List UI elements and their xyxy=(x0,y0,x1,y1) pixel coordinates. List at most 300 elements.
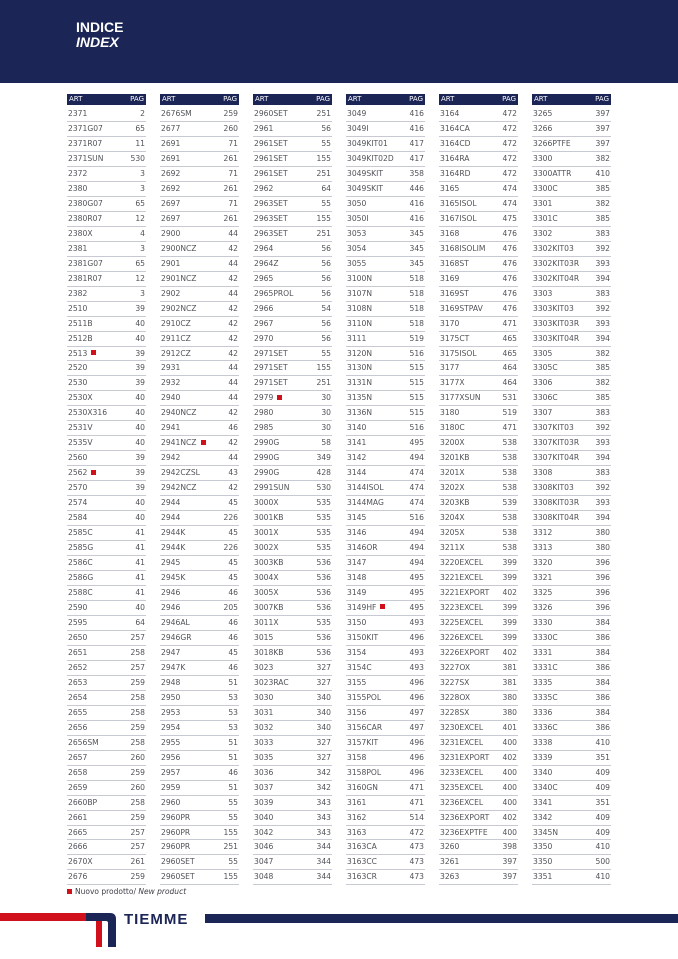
page-number: 464 xyxy=(502,378,517,388)
article-code: 2676 xyxy=(68,872,88,882)
index-row xyxy=(439,317,518,332)
article-code: 2944K xyxy=(161,543,186,553)
page-number: 538 xyxy=(502,528,517,538)
index-row xyxy=(253,257,332,272)
article-code: 2650 xyxy=(68,632,88,642)
article-code: 2961SET xyxy=(254,138,288,148)
article-code: 3145 xyxy=(347,513,367,523)
article-code: 3135N xyxy=(347,393,373,403)
page-number: 538 xyxy=(502,543,517,553)
article-code: 2691 xyxy=(161,153,181,163)
page-number: 46 xyxy=(228,632,238,642)
page-number: 41 xyxy=(135,528,145,538)
article-code: 3351 xyxy=(533,872,553,882)
article-code: 2586C xyxy=(68,558,93,568)
page-number: 399 xyxy=(502,632,517,642)
article-code: 2941 xyxy=(161,423,181,433)
page-number: 344 xyxy=(316,872,331,882)
article-code: 3226EXPORT xyxy=(440,647,490,657)
article-code: 3336C xyxy=(533,722,558,732)
index-row xyxy=(160,691,239,706)
index-row xyxy=(439,526,518,541)
page-number: 416 xyxy=(409,198,424,208)
index-row xyxy=(532,466,611,481)
article-code: 3168ISOLIM xyxy=(440,243,486,253)
index-row xyxy=(346,212,425,227)
page-number: 397 xyxy=(502,857,517,867)
index-row xyxy=(532,212,611,227)
page-number: 516 xyxy=(409,423,424,433)
index-row xyxy=(67,242,146,257)
article-code: 2657 xyxy=(68,752,88,762)
page-number: 51 xyxy=(228,752,238,762)
page-number: 497 xyxy=(409,722,424,732)
article-code: 3335 xyxy=(533,677,553,687)
article-code: 3011X xyxy=(254,617,279,627)
page-number: 400 xyxy=(502,737,517,747)
article-code: 3168 xyxy=(440,228,460,238)
header-art: ART xyxy=(534,95,548,103)
article-code: 2655 xyxy=(68,707,88,717)
column-header xyxy=(532,94,611,105)
page-number: 40 xyxy=(135,318,145,328)
page-number: 496 xyxy=(409,692,424,702)
article-code: 2963SET xyxy=(254,198,288,208)
page-number: 39 xyxy=(135,453,145,463)
page-number: 494 xyxy=(409,453,424,463)
index-row xyxy=(253,691,332,706)
index-row xyxy=(439,302,518,317)
page-number: 351 xyxy=(595,752,610,762)
index-row xyxy=(253,586,332,601)
index-row xyxy=(439,152,518,167)
index-row xyxy=(160,466,239,481)
index-row xyxy=(346,811,425,826)
article-code: 3164CA xyxy=(440,123,470,133)
page-number: 51 xyxy=(228,737,238,747)
page-number: 4 xyxy=(140,228,145,238)
page-number: 497 xyxy=(409,707,424,717)
title-english: INDEX xyxy=(76,34,119,50)
page-number: 55 xyxy=(228,857,238,867)
index-row xyxy=(532,376,611,391)
index-row xyxy=(346,107,425,122)
index-row xyxy=(346,616,425,631)
page-number: 471 xyxy=(409,797,424,807)
page-number: 399 xyxy=(502,573,517,583)
article-code: 2931 xyxy=(161,363,181,373)
article-code: 3177 xyxy=(440,363,460,373)
index-row xyxy=(160,781,239,796)
page-number: 393 xyxy=(595,258,610,268)
article-code: 3150 xyxy=(347,617,367,627)
index-row xyxy=(253,302,332,317)
article-code: 3002X xyxy=(254,543,279,553)
article-code: 3053 xyxy=(347,228,367,238)
index-row xyxy=(253,152,332,167)
page-number: 538 xyxy=(502,483,517,493)
index-row xyxy=(160,257,239,272)
article-code: 3303 xyxy=(533,288,553,298)
header-pag: PAG xyxy=(316,95,330,103)
index-row xyxy=(439,541,518,556)
page-number: 205 xyxy=(223,602,238,612)
index-row xyxy=(532,766,611,781)
index-row xyxy=(67,631,146,646)
article-code: 3023 xyxy=(254,662,274,672)
index-row xyxy=(67,436,146,451)
index-row xyxy=(346,796,425,811)
page-number: 261 xyxy=(223,153,238,163)
page-number: 410 xyxy=(595,842,610,852)
index-row xyxy=(532,287,611,302)
page-number: 251 xyxy=(316,109,331,118)
page-number: 536 xyxy=(316,573,331,583)
page-number: 55 xyxy=(321,138,331,148)
page-number: 381 xyxy=(502,662,517,672)
index-row xyxy=(346,870,425,885)
article-code: 2530 xyxy=(68,378,88,388)
index-row xyxy=(160,421,239,436)
article-code: 2588C xyxy=(68,588,93,597)
article-code: 3164 xyxy=(440,109,460,118)
article-code: 3227SX xyxy=(440,677,470,687)
index-row xyxy=(67,496,146,511)
page-number: 535 xyxy=(316,513,331,523)
page-number: 258 xyxy=(130,797,145,807)
index-row xyxy=(160,496,239,511)
article-code: 2932 xyxy=(161,378,181,388)
index-row xyxy=(532,347,611,362)
article-code: 3261 xyxy=(440,857,460,867)
page-number: 39 xyxy=(135,303,145,313)
index-row xyxy=(346,421,425,436)
page-number: 500 xyxy=(595,857,610,867)
index-column xyxy=(346,94,425,885)
index-row xyxy=(253,272,332,287)
article-code: 2979 xyxy=(254,391,282,406)
index-row xyxy=(346,631,425,646)
article-code: 3201X xyxy=(440,468,465,478)
article-code: 2371SUN xyxy=(68,153,104,163)
index-row xyxy=(160,481,239,496)
article-code: 3030 xyxy=(254,692,274,702)
page-number: 472 xyxy=(502,153,517,163)
index-column xyxy=(532,94,611,885)
page-number: 476 xyxy=(502,303,517,313)
index-row xyxy=(67,571,146,586)
new-product-icon xyxy=(380,604,385,609)
page-number: 358 xyxy=(409,168,424,178)
page-number: 471 xyxy=(502,423,517,433)
index-row xyxy=(160,706,239,721)
index-row xyxy=(346,840,425,855)
page-number: 340 xyxy=(316,707,331,717)
article-code: 3147 xyxy=(347,558,367,568)
page-number: 417 xyxy=(409,153,424,163)
article-code: 3049 xyxy=(347,109,367,118)
page-number: 40 xyxy=(135,423,145,433)
article-code: 3032 xyxy=(254,722,274,732)
page-number: 349 xyxy=(316,453,331,463)
page-number: 399 xyxy=(502,602,517,612)
article-code: 3007KB xyxy=(254,602,284,612)
index-row xyxy=(253,167,332,182)
article-code: 3156 xyxy=(347,707,367,717)
index-row xyxy=(253,122,332,137)
index-row xyxy=(253,556,332,571)
page-number: 536 xyxy=(316,602,331,612)
index-row xyxy=(532,332,611,347)
index-row xyxy=(532,421,611,436)
index-row xyxy=(532,406,611,421)
page-number: 475 xyxy=(502,213,517,223)
article-code: 3300 xyxy=(533,153,553,163)
index-row xyxy=(160,661,239,676)
index-row xyxy=(160,751,239,766)
page-number: 11 xyxy=(135,138,145,148)
index-row xyxy=(346,586,425,601)
index-row xyxy=(532,272,611,287)
article-code: 2940NCZ xyxy=(161,408,197,418)
article-code: 2381 xyxy=(68,243,88,253)
article-code: 3350 xyxy=(533,857,553,867)
page-number: 259 xyxy=(130,872,145,882)
index-row xyxy=(346,481,425,496)
new-product-icon xyxy=(201,440,206,445)
article-code: 3042 xyxy=(254,827,274,837)
page-number: 226 xyxy=(223,513,238,523)
article-code: 2970 xyxy=(254,333,274,343)
article-code: 3015 xyxy=(254,632,274,642)
page-number: 493 xyxy=(409,617,424,627)
index-row xyxy=(160,586,239,601)
article-code: 2912CZ xyxy=(161,348,191,358)
page-number: 538 xyxy=(502,453,517,463)
page-number: 343 xyxy=(316,827,331,837)
page-number: 53 xyxy=(228,692,238,702)
index-row xyxy=(160,556,239,571)
article-code: 2380X xyxy=(68,228,93,238)
index-row xyxy=(346,347,425,362)
page-number: 258 xyxy=(130,737,145,747)
article-code: 2960 xyxy=(161,797,181,807)
index-row xyxy=(532,257,611,272)
page-number: 384 xyxy=(595,707,610,717)
index-row xyxy=(160,646,239,661)
page-number: 344 xyxy=(316,842,331,852)
article-code: 2656 xyxy=(68,722,88,732)
page-number: 42 xyxy=(228,483,238,493)
index-row xyxy=(160,197,239,212)
index-row xyxy=(439,212,518,227)
article-code: 2697 xyxy=(161,213,181,223)
page-number: 385 xyxy=(595,183,610,193)
page-number: 39 xyxy=(135,378,145,388)
page-number: 260 xyxy=(130,752,145,762)
index-row xyxy=(439,586,518,601)
index-row xyxy=(253,361,332,376)
page-number: 538 xyxy=(502,468,517,478)
page-number: 40 xyxy=(135,602,145,612)
page-number: 416 xyxy=(409,109,424,118)
article-code: 3177X xyxy=(440,378,465,388)
article-code: 3228SX xyxy=(440,707,470,717)
article-code: 2676SM xyxy=(161,109,192,118)
article-code: 2942CZSL xyxy=(161,468,200,478)
article-code: 2656SM xyxy=(68,737,99,747)
article-code: 2964Z xyxy=(254,258,279,268)
page-number: 493 xyxy=(409,662,424,672)
article-code: 2530X316 xyxy=(68,408,108,418)
index-row xyxy=(253,391,332,406)
header-pag: PAG xyxy=(502,95,516,103)
index-row xyxy=(67,152,146,167)
index-row xyxy=(439,855,518,870)
article-code: 3160GN xyxy=(347,782,378,792)
page-number: 44 xyxy=(228,378,238,388)
index-row xyxy=(346,122,425,137)
index-row xyxy=(439,242,518,257)
page-number: 30 xyxy=(321,423,331,433)
page-number: 515 xyxy=(409,408,424,418)
page-number: 380 xyxy=(502,692,517,702)
page-number: 392 xyxy=(595,483,610,493)
page-number: 261 xyxy=(130,857,145,867)
index-row xyxy=(532,451,611,466)
article-code: 3049SKIT xyxy=(347,183,384,193)
page-number: 12 xyxy=(135,273,145,283)
index-row xyxy=(346,152,425,167)
index-row xyxy=(346,287,425,302)
page-number: 386 xyxy=(595,662,610,672)
index-row xyxy=(160,676,239,691)
article-code: 2658 xyxy=(68,767,88,777)
page-number: 53 xyxy=(228,707,238,717)
article-code: 2960SET xyxy=(161,857,195,867)
article-code: 2535V xyxy=(68,438,93,448)
page-number: 400 xyxy=(502,782,517,792)
page-number: 42 xyxy=(228,438,238,448)
article-code: 2960SET xyxy=(161,872,195,882)
page-number: 42 xyxy=(228,333,238,343)
page-number: 538 xyxy=(502,513,517,523)
article-code: 2697 xyxy=(161,198,181,208)
index-column xyxy=(253,94,332,885)
page-number: 393 xyxy=(595,438,610,448)
index-row xyxy=(346,676,425,691)
header-art: ART xyxy=(69,95,83,103)
article-code: 3163CC xyxy=(347,857,377,867)
page-number: 465 xyxy=(502,333,517,343)
page-number: 385 xyxy=(595,213,610,223)
index-row xyxy=(160,182,239,197)
index-row xyxy=(253,811,332,826)
index-row xyxy=(532,391,611,406)
page-title xyxy=(76,20,123,50)
page-number: 64 xyxy=(321,183,331,193)
index-row xyxy=(67,421,146,436)
article-code: 3023RAC xyxy=(254,677,289,687)
page-number: 474 xyxy=(502,183,517,193)
index-row xyxy=(439,122,518,137)
page-number: 155 xyxy=(316,363,331,373)
page-number: 30 xyxy=(321,408,331,418)
article-code: 2651 xyxy=(68,647,88,657)
index-row xyxy=(439,107,518,122)
article-code: 2971SET xyxy=(254,378,288,388)
page-number: 446 xyxy=(409,183,424,193)
title-italian: INDICE xyxy=(76,19,124,35)
index-row xyxy=(532,242,611,257)
article-code: 3162 xyxy=(347,812,367,822)
index-row xyxy=(253,616,332,631)
article-code: 2380G07 xyxy=(68,198,103,208)
article-code: 3303KIT03 xyxy=(533,303,574,313)
article-code: 3001KB xyxy=(254,513,284,523)
index-row xyxy=(346,526,425,541)
article-code: 3154C xyxy=(347,662,372,672)
article-code: 3163CR xyxy=(347,872,377,882)
index-row xyxy=(439,826,518,841)
page-number: 397 xyxy=(595,123,610,133)
index-row xyxy=(67,870,146,885)
article-code: 3305C xyxy=(533,363,558,373)
article-code: 3308KIT03 xyxy=(533,483,574,493)
page-number: 260 xyxy=(223,123,238,133)
page-number: 473 xyxy=(409,872,424,882)
index-row xyxy=(532,586,611,601)
index-row xyxy=(532,796,611,811)
page-number: 400 xyxy=(502,827,517,837)
index-row xyxy=(532,227,611,242)
article-code: 2991SUN xyxy=(254,483,290,493)
article-code: 2382 xyxy=(68,288,88,298)
page-number: 476 xyxy=(502,243,517,253)
article-code: 2960PR xyxy=(161,827,191,837)
index-row xyxy=(439,197,518,212)
page-number: 519 xyxy=(409,333,424,343)
index-row xyxy=(346,182,425,197)
article-code: 2654 xyxy=(68,692,88,702)
page-number: 384 xyxy=(595,647,610,657)
index-row xyxy=(253,646,332,661)
index-row xyxy=(346,227,425,242)
article-code: 3325 xyxy=(533,588,553,597)
page-number: 530 xyxy=(130,153,145,163)
index-row xyxy=(532,556,611,571)
article-code: 2586G xyxy=(68,573,94,583)
new-product-icon xyxy=(277,395,282,400)
page-number: 399 xyxy=(502,558,517,568)
page-number: 46 xyxy=(228,423,238,433)
article-code: 3049SKIT xyxy=(347,168,384,178)
article-code: 2971SET xyxy=(254,363,288,373)
index-row xyxy=(346,167,425,182)
page-number: 476 xyxy=(502,258,517,268)
index-row xyxy=(253,751,332,766)
article-code: 3175ISOL xyxy=(440,348,477,358)
page-number: 51 xyxy=(228,677,238,687)
page-number: 344 xyxy=(316,857,331,867)
index-row xyxy=(346,751,425,766)
index-row xyxy=(532,781,611,796)
article-code: 3048 xyxy=(254,872,274,882)
page-number: 3 xyxy=(140,168,145,178)
article-code: 2942NCZ xyxy=(161,483,197,493)
index-row xyxy=(439,182,518,197)
index-row xyxy=(160,721,239,736)
